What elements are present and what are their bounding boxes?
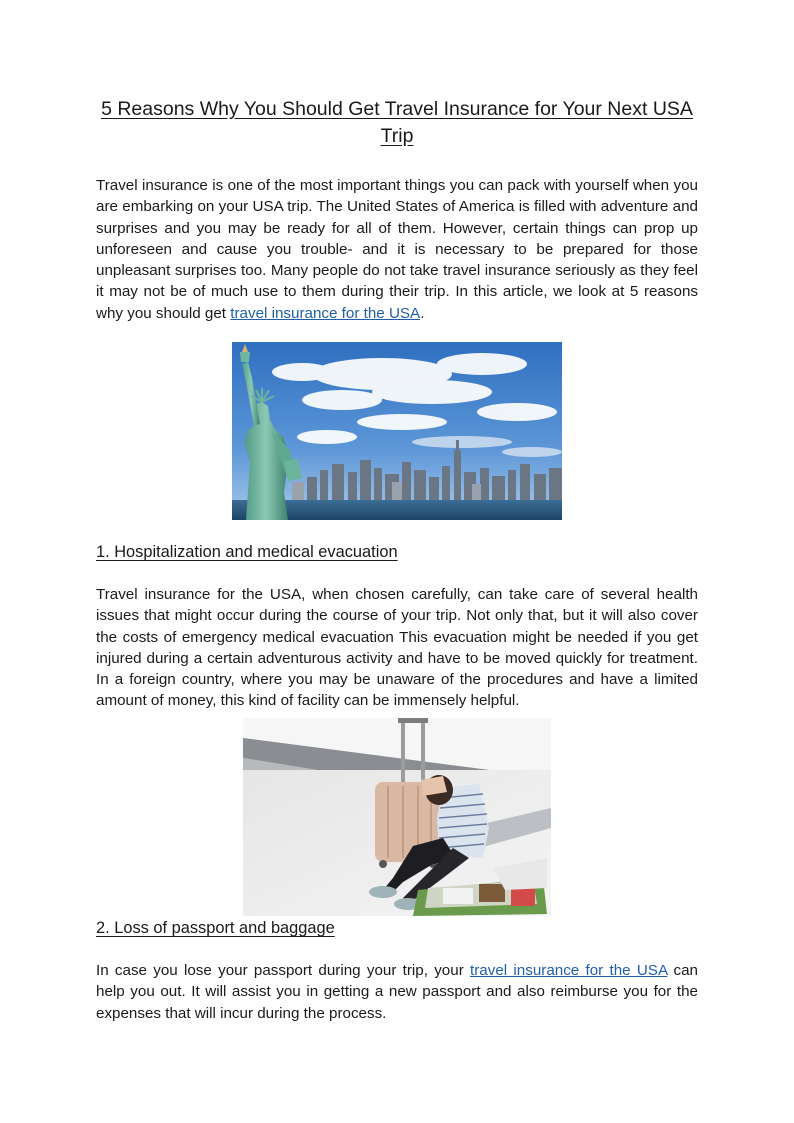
section1-heading: 1. Hospitalization and medical evacuation [96, 543, 398, 561]
intro-travel-insurance-link[interactable]: travel insurance for the USA [230, 304, 421, 322]
statue-of-liberty-photo [232, 342, 562, 520]
stressed-traveler-photo [243, 718, 551, 916]
intro-paragraph [96, 175, 698, 324]
section1-paragraph: Travel insurance for the USA, when chosen carefully, can take care of several health issues that might occur during the course of your trip. Not only that, but it will also cover the costs of emergency medical evacuation This evacuation might be needed if you get injured during a certain adventurous activity and have to be moved quickly for treatment. In a foreign country, where you may be unaware of the procedures and have a limited amount of money, this kind of facility can be immensely helpful. [96, 586, 698, 710]
section2-travel-insurance-link[interactable]: travel insurance for the USA [470, 962, 668, 979]
section2-text-before: In case you lose your passport during your trip, your [96, 962, 471, 979]
article-title: 5 Reasons Why You Should Get Travel Insurance for Your Next USA Trip [101, 98, 693, 147]
section2-heading: 2. Loss of passport and baggage [96, 919, 335, 937]
section2-text-after: can help you out. It will assist you in getting a new passport and also reimburse you for the expenses that will incur during the process. [96, 962, 698, 1022]
intro-text: Travel insurance is one of the most important things you can pack with yourself when you are embarking on your USA trip. The United States of America is filled with adventure and surprises and you may be ready for all of them. However, certain things can prop up unforeseen and cause you trouble- and it is necessary to be prepared for those unpleasant surprises too. Many people do not take travel insurance seriously as they feel it may not be of much use to them during their trip. In this article, we look at 5 reasons why you should get [96, 177, 698, 322]
intro-end: . [420, 304, 425, 322]
section2-paragraph [96, 960, 698, 1024]
